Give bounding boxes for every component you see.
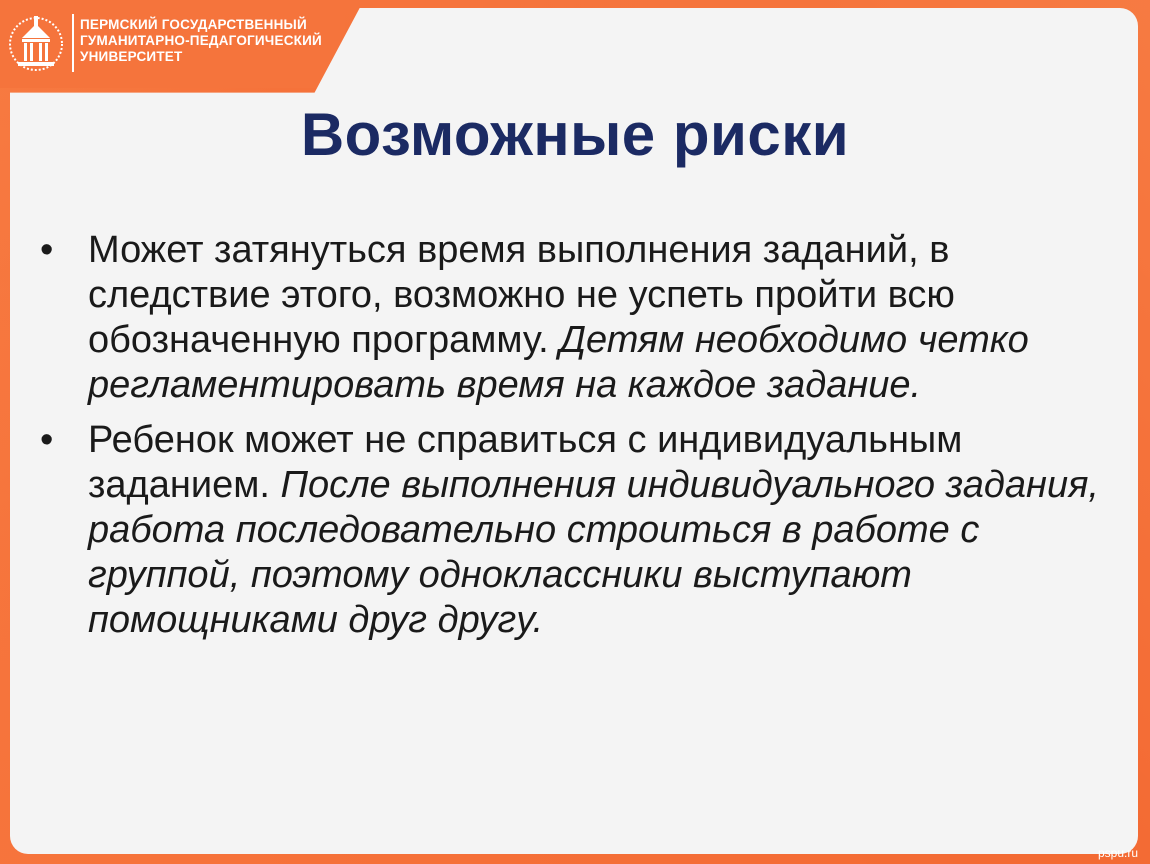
bullet-list: [40, 228, 1100, 653]
header-panel: [0, 0, 345, 88]
university-name-line3: УНИВЕРСИТЕТ: [80, 49, 183, 64]
university-name-line1: ПЕРМСКИЙ ГОСУДАРСТВЕННЫЙ: [80, 17, 307, 32]
bullet-item: [40, 228, 1100, 408]
university-logo-icon: [8, 12, 64, 74]
bullet-marker: •: [40, 229, 54, 271]
bullet-marker: •: [40, 419, 54, 461]
bullet-text: Может затянуться время выполнения заданий, в следствие этого, возможно не успеть пройти всю обозначенную программу.: [88, 229, 955, 361]
university-name-line2: ГУМАНИТАРНО-ПЕДАГОГИЧЕСКИЙ: [80, 33, 322, 48]
bullet-text: Ребенок может не справиться с индивидуальным заданием.: [88, 419, 963, 506]
slide-title: Возможные риски: [300, 101, 850, 168]
university-name: [80, 17, 340, 65]
bullet-italic-text: Детям необходимо четко регламентировать время на каждое задание.: [88, 319, 1029, 406]
bullet-italic-text: После выполнения индивидуального задания, работа последовательно строиться в работе с группой, поэтому одноклассники выступают помощниками друг другу.: [88, 464, 1099, 641]
footer-url: pspu.ru: [1097, 846, 1138, 860]
logo-divider: [72, 14, 74, 72]
bullet-item: [40, 418, 1100, 643]
